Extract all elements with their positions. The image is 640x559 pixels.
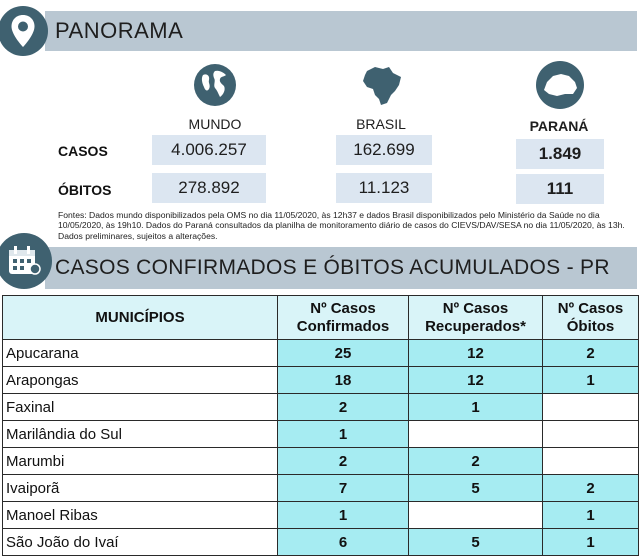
recuperados-cell: 2 bbox=[409, 448, 543, 475]
obitos-cell: 2 bbox=[543, 340, 639, 367]
recuperados-cell: 5 bbox=[409, 475, 543, 502]
obitos-cell: 1 bbox=[543, 529, 639, 556]
acumulados-header-bar bbox=[45, 247, 637, 289]
municipio-cell: Faxinal bbox=[3, 394, 278, 421]
obitos-cell: 2 bbox=[543, 475, 639, 502]
table-row bbox=[3, 502, 639, 529]
panorama-title: PANORAMA bbox=[55, 18, 184, 43]
recuperados-cell: 1 bbox=[409, 394, 543, 421]
confirmados-cell: 1 bbox=[278, 421, 409, 448]
confirmados-cell: 2 bbox=[278, 394, 409, 421]
acumulados-title: CASOS CONFIRMADOS E ÓBITOS ACUMULADOS - PR bbox=[55, 256, 610, 279]
table-row bbox=[3, 421, 639, 448]
column-brasil: BRASIL bbox=[356, 116, 406, 132]
row-label-obitos: ÓBITOS bbox=[58, 182, 112, 198]
brazil-map-icon bbox=[358, 60, 404, 108]
header-municipios: MUNICÍPIOS bbox=[3, 296, 278, 340]
obitos-cell bbox=[543, 394, 639, 421]
table-header-row bbox=[3, 296, 639, 340]
panorama-header-bar bbox=[45, 11, 637, 51]
recuperados-cell: 12 bbox=[409, 340, 543, 367]
table-row bbox=[3, 340, 639, 367]
row-label-casos: CASOS bbox=[58, 143, 108, 159]
municipio-cell: Arapongas bbox=[3, 367, 278, 394]
parana-map-icon bbox=[534, 60, 586, 110]
municipio-cell: Apucarana bbox=[3, 340, 278, 367]
table-row bbox=[3, 529, 639, 556]
value-mundo-casos: 4.006.257 bbox=[152, 135, 266, 165]
municipio-cell: Ivaiporã bbox=[3, 475, 278, 502]
globe-icon bbox=[192, 62, 238, 108]
municipio-cell: Marilândia do Sul bbox=[3, 421, 278, 448]
column-mundo: MUNDO bbox=[188, 116, 242, 132]
column-parana: PARANÁ bbox=[529, 118, 589, 134]
sources-footnote: Fontes: Dados mundo disponibilizados pela OMS no dia 11/05/2020, às 12h37 e dados Brasil disponibilizados pelo Ministério da Saúde no dia 10/05/2020, às 19h10. Dados do Paraná consultados da planilha de monitoramento diário de casos do CIEVS/DAV/SESA no dia 11/05/2020, às 13h. Dados preliminares, sujeitos a alterações. bbox=[58, 210, 625, 241]
header-recuperados: Nº Casos Recuperados* bbox=[409, 296, 543, 340]
value-brasil-obitos: 11.123 bbox=[336, 173, 432, 203]
municipio-cell: Manoel Ribas bbox=[3, 502, 278, 529]
location-pin-icon bbox=[0, 6, 48, 56]
value-parana-casos: 1.849 bbox=[516, 139, 604, 169]
obitos-cell bbox=[543, 421, 639, 448]
table-row bbox=[3, 448, 639, 475]
municipios-table bbox=[2, 295, 639, 556]
municipio-cell: Marumbi bbox=[3, 448, 278, 475]
recuperados-cell: 12 bbox=[409, 367, 543, 394]
confirmados-cell: 18 bbox=[278, 367, 409, 394]
recuperados-cell bbox=[409, 502, 543, 529]
obitos-cell: 1 bbox=[543, 502, 639, 529]
table-row bbox=[3, 367, 639, 394]
confirmados-cell: 7 bbox=[278, 475, 409, 502]
recuperados-cell bbox=[409, 421, 543, 448]
obitos-cell bbox=[543, 448, 639, 475]
value-brasil-casos: 162.699 bbox=[336, 135, 432, 165]
municipio-cell: São João do Ivaí bbox=[3, 529, 278, 556]
table-row bbox=[3, 394, 639, 421]
obitos-cell: 1 bbox=[543, 367, 639, 394]
header-confirmados: Nº Casos Confirmados bbox=[278, 296, 409, 340]
table-row bbox=[3, 475, 639, 502]
value-mundo-obitos: 278.892 bbox=[152, 173, 266, 203]
header-obitos: Nº Casos Óbitos bbox=[543, 296, 639, 340]
value-parana-obitos: 111 bbox=[516, 174, 604, 204]
confirmados-cell: 6 bbox=[278, 529, 409, 556]
confirmados-cell: 1 bbox=[278, 502, 409, 529]
confirmados-cell: 2 bbox=[278, 448, 409, 475]
confirmados-cell: 25 bbox=[278, 340, 409, 367]
recuperados-cell: 5 bbox=[409, 529, 543, 556]
